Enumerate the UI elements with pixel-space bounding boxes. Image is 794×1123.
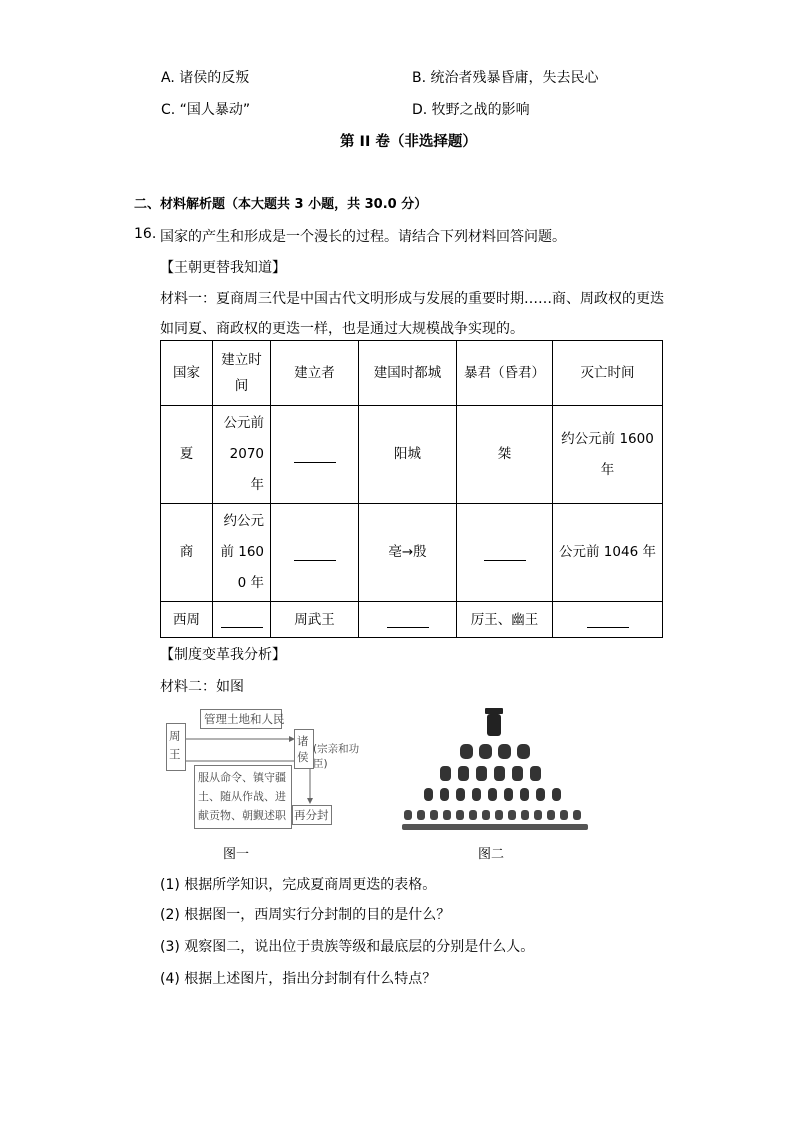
pyramid-tier-king: [485, 708, 503, 736]
table-cell: 约公元前 1600 年: [213, 504, 271, 602]
table-cell: 阳城: [359, 406, 457, 504]
table-header-cell: 国家: [161, 341, 213, 406]
table-row: [161, 406, 663, 504]
pyramid-tier-bottom: [404, 810, 581, 820]
blank-line: [484, 544, 526, 561]
dynasty-table: [160, 340, 663, 638]
figure-one-caption: 图一: [223, 847, 250, 862]
option-c: C. “国人暴动”: [161, 102, 251, 118]
sub-question-3: (3) 观察图二，说出位于贵族等级和最底层的分别是什么人。: [160, 939, 535, 955]
kin-label: (宗亲和功臣): [313, 743, 360, 770]
table-cell: 西周: [161, 602, 213, 638]
section-title: 第 II 卷（非选择题）: [340, 134, 477, 150]
answer-blank[interactable]: [553, 602, 663, 638]
pyramid-tier-nobles: [440, 766, 541, 781]
material-one-line1: 材料一：夏商周三代是中国古代文明形成与发展的重要时期……商、周政权的更迭: [160, 291, 664, 307]
question-number: 16.: [134, 226, 157, 242]
blank-line: [294, 446, 336, 463]
blank-line: [387, 611, 429, 628]
option-b: B. 统治者残暴昏庸，失去民心: [412, 70, 599, 86]
manage-label: 管理土地和人民: [204, 712, 285, 726]
answer-blank[interactable]: [457, 504, 553, 602]
table-header-cell: 建国时都城: [359, 341, 457, 406]
subsection-heading-system: 【制度变革我分析】: [160, 647, 286, 663]
duties-label: 服从命令、镇守疆土、随从作战、进献贡物、朝觐述职: [198, 771, 286, 822]
table-cell: 亳→殷: [359, 504, 457, 602]
pyramid-tier-slaves: [402, 824, 588, 830]
figure-two-caption: 图二: [478, 847, 505, 862]
table-cell: 约公元前 1600 年: [553, 406, 663, 504]
refeoff-label: 再分封: [294, 808, 329, 822]
answer-blank[interactable]: [271, 406, 359, 504]
figure-one: [150, 705, 370, 835]
material-one-line2: 如同夏、商政权的更迭一样，也是通过大规模战争实现的。: [160, 321, 524, 337]
table-cell: 周武王: [271, 602, 359, 638]
table-cell: 厉王、幽王: [457, 602, 553, 638]
figure-two-pyramid: [400, 708, 590, 838]
sub-question-4: (4) 根据上述图片，指出分封制有什么特点？: [160, 971, 437, 987]
table-cell: 商: [161, 504, 213, 602]
lords-label: 诸侯: [297, 734, 309, 764]
table-row: [161, 504, 663, 602]
subsection-heading-dynasty: 【王朝更替我知道】: [160, 260, 286, 276]
answer-blank[interactable]: [213, 602, 271, 638]
table-cell: 公元前 1046 年: [553, 504, 663, 602]
table-cell: 夏: [161, 406, 213, 504]
pyramid-tier-shi: [424, 788, 561, 801]
material-two-label: 材料二：如图: [160, 679, 244, 695]
answer-blank[interactable]: [271, 504, 359, 602]
option-a: A. 诸侯的反叛: [161, 70, 250, 86]
table-header-cell: 暴君（昏君）: [457, 341, 553, 406]
sub-question-2: (2) 根据图一，西周实行分封制的目的是什么？: [160, 907, 451, 923]
pyramid-tier-lords: [460, 744, 530, 759]
blank-line: [221, 611, 263, 628]
blank-line: [587, 611, 629, 628]
sub-question-1: (1) 根据所学知识，完成夏商周更迭的表格。: [160, 877, 437, 893]
table-cell: 公元前 2070 年: [213, 406, 271, 504]
table-header-cell: 灭亡时间: [553, 341, 663, 406]
table-cell: 桀: [457, 406, 553, 504]
king-label: 周王: [169, 729, 181, 761]
answer-blank[interactable]: [359, 602, 457, 638]
question-stem: 国家的产生和形成是一个漫长的过程。请结合下列材料回答问题。: [160, 229, 566, 245]
option-d: D. 牧野之战的影响: [412, 102, 530, 118]
blank-line: [294, 544, 336, 561]
table-header-cell: 建立者: [271, 341, 359, 406]
part-heading: 二、材料解析题（本大题共 3 小题，共 30.0 分）: [134, 197, 428, 212]
table-row: [161, 602, 663, 638]
table-header-cell: 建立时间: [213, 341, 271, 406]
table-header-row: [161, 341, 663, 406]
